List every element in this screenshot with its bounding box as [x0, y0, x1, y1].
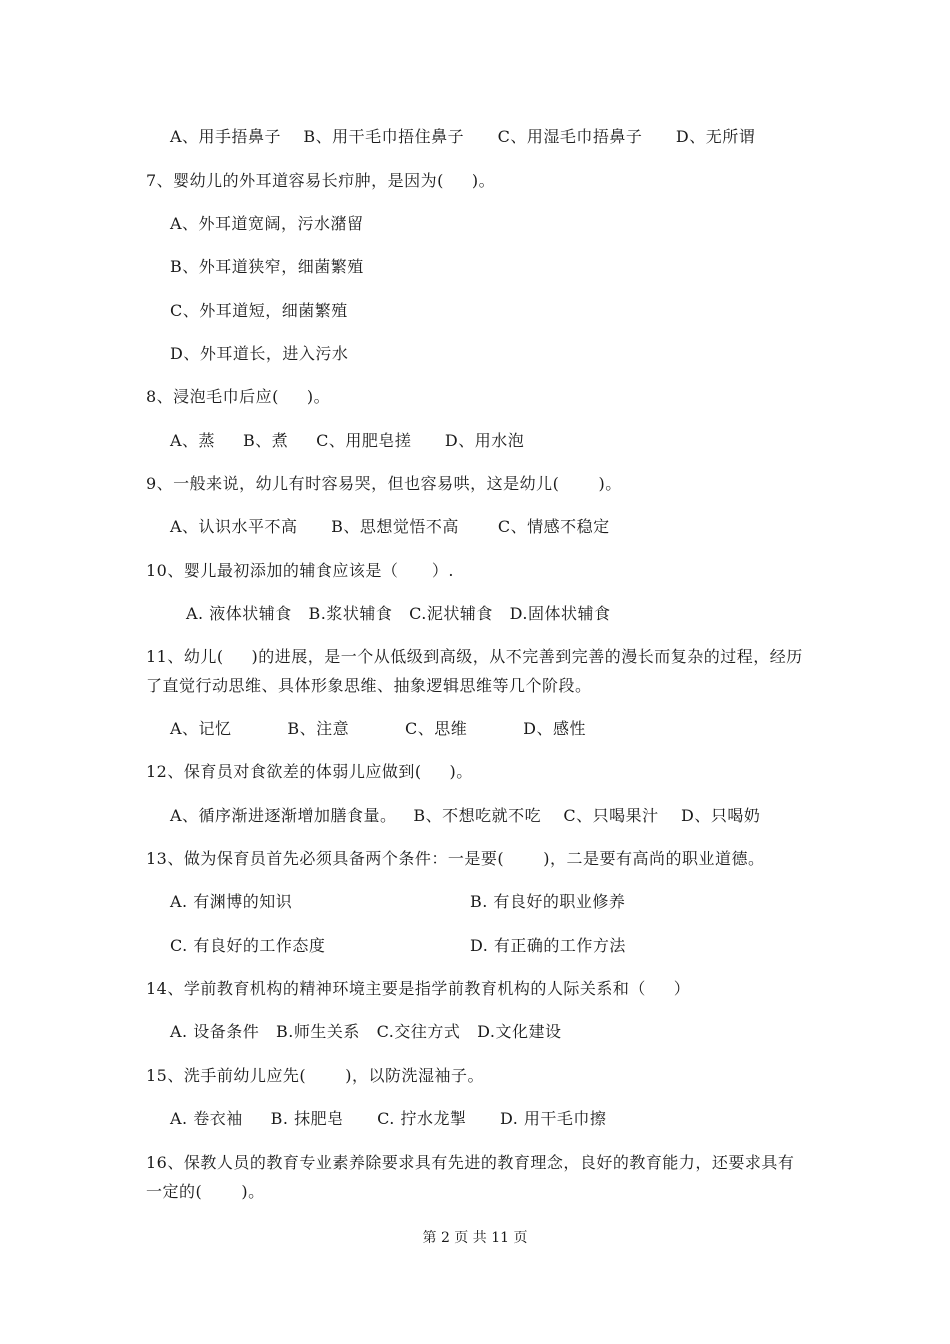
- q7-question: 7、婴幼儿的外耳道容易长疖肿，是因为( )。: [146, 171, 496, 190]
- q7-option-b: B、外耳道狭窄，细菌繁殖: [170, 257, 364, 276]
- q11-question-line2: 了直觉行动思维、具体形象思维、抽象逻辑思维等几个阶段。: [146, 676, 592, 695]
- q16-question-line1: 16、保教人员的教育专业素养除要求具有先进的教育理念，良好的教育能力，还要求具有: [146, 1153, 795, 1172]
- q6-options: A、用手捂鼻子 B、用干毛巾捂住鼻子 C、用湿毛巾捂鼻子 D、无所谓: [170, 127, 756, 146]
- q14-question: 14、学前教育机构的精神环境主要是指学前教育机构的人际关系和（ ）: [146, 979, 691, 998]
- q9-question: 9、一般来说，幼儿有时容易哭，但也容易哄，这是幼儿( )。: [146, 474, 622, 493]
- q12-question: 12、保育员对食欲差的体弱儿应做到( )。: [146, 762, 473, 781]
- q11-question-line1: 11、幼儿( )的进展，是一个从低级到高级，从不完善到完善的漫长而复杂的过程，经历: [146, 647, 803, 666]
- q13-question: 13、做为保育员首先必须具备两个条件：一是要( )，二是要有高尚的职业道德。: [146, 849, 765, 868]
- q12-options: A、循序渐进逐渐增加膳食量。 B、不想吃就不吃 C、只喝果汁 D、只喝奶: [170, 806, 761, 825]
- q13-option-b: B. 有良好的职业修养: [470, 892, 626, 911]
- q13-option-c: C. 有良好的工作态度: [170, 936, 326, 955]
- q13-option-d: D. 有正确的工作方法: [470, 936, 626, 955]
- q8-options: A、蒸 B、煮 C、用肥皂搓 D、用水泡: [170, 431, 525, 450]
- q10-options: A. 液体状辅食 B.浆状辅食 C.泥状辅食 D.固体状辅食: [186, 604, 611, 623]
- q11-options: A、记忆 B、注意 C、思维 D、感性: [170, 719, 586, 738]
- q14-options: A. 设备条件 B.师生关系 C.交往方式 D.文化建设: [170, 1022, 562, 1041]
- q15-question: 15、洗手前幼儿应先( )，以防洗湿袖子。: [146, 1066, 484, 1085]
- q7-option-c: C、外耳道短，细菌繁殖: [170, 301, 348, 320]
- q13-option-a: A. 有渊博的知识: [170, 892, 293, 911]
- q7-option-d: D、外耳道长，进入污水: [170, 344, 349, 363]
- q16-question-line2: 一定的( )。: [146, 1182, 265, 1201]
- q8-question: 8、浸泡毛巾后应( )。: [146, 387, 331, 406]
- page-number: 第 2 页 共 11 页: [422, 1230, 528, 1246]
- q7-option-a: A、外耳道宽阔，污水潴留: [170, 214, 364, 233]
- q15-options: A. 卷衣袖 B. 抹肥皂 C. 拧水龙掣 D. 用干毛巾擦: [170, 1109, 607, 1128]
- q10-question: 10、婴儿最初添加的辅食应该是（ ）.: [146, 561, 454, 580]
- q9-options: A、认识水平不高 B、思想觉悟不高 C、情感不稳定: [170, 517, 610, 536]
